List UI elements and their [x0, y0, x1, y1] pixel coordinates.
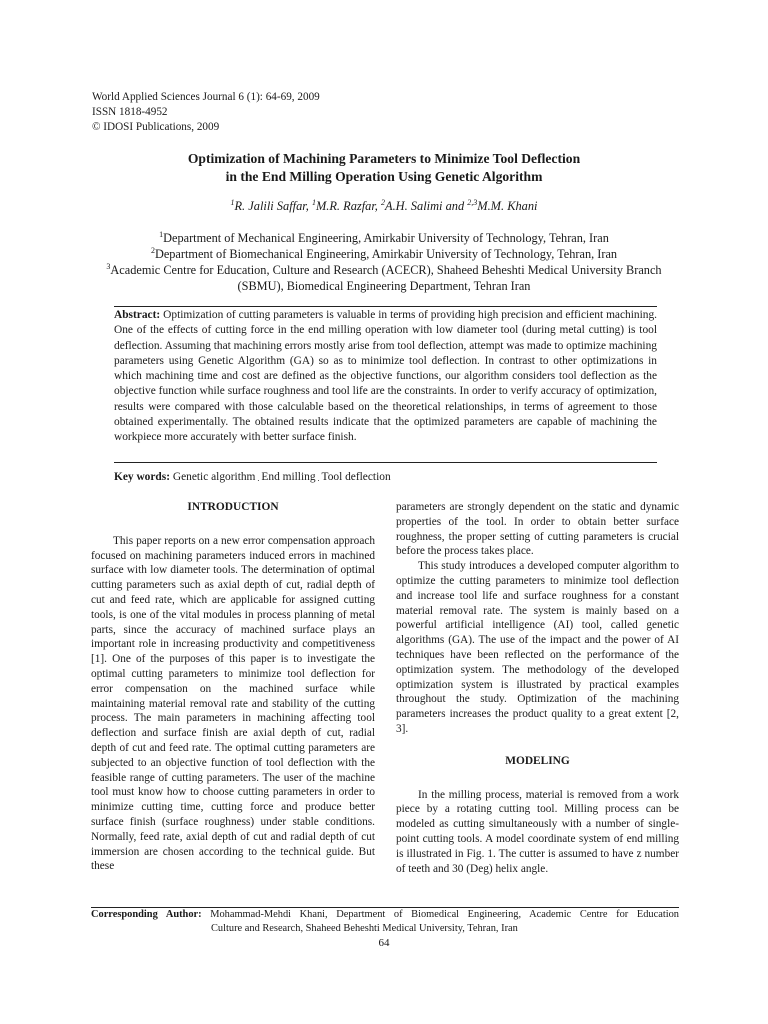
introduction-paragraph-2: parameters are strongly dependent on the static and dynamic properties of the tool. In order to obtain better surface roughness, the proper setting of cutting parameters is crucial before the process takes place.	[396, 501, 679, 558]
author-list	[60, 198, 708, 214]
abstract-text: Optimization of cutting parameters is valuable in terms of providing high precision and efficient machining. One of the effects of cutting force in the end milling operation with low diameter tool (during metal cutting) is tool deflection. Assuming that machining errors mostly arise from tool deflection, attempt was made to optimize machining parameters using Genetic Algorithm (GA) so as to minimize tool deflection. In contrast to other optimizations in which machining time and cost are defined as the objective functions, our algorithm considers tool deflection as the objective function while surface roughness and tool life are the constraints. In order to verify accuracy of optimization, results were compared with those calculable based on the theoretical relationships, in terms of agreement to those obtained experimentally. The obtained results indicate that the optimized parameters are capable of machining the workpiece more accurately with better surface finish.	[114, 309, 657, 444]
affiliation-3	[92, 262, 676, 294]
title-line-1: Optimization of Machining Parameters to Minimize Tool Deflection	[187, 151, 581, 166]
author-sup: 1	[230, 197, 235, 207]
copyright: © IDOSI Publications, 2009	[92, 121, 220, 133]
affiliation-text: Academic Centre for Education, Culture and Research (ACECR), Shaheed Beheshti Medical University Branch (SBMU), Biomedical Engineering Department, Tehran Iran	[110, 263, 662, 293]
issn: ISSN 1818-4952	[92, 106, 168, 118]
author-sup: 2	[381, 197, 385, 207]
keyword: Genetic algorithm	[172, 471, 256, 483]
affiliation-text: Department of Biomechanical Engineering, Amirkabir University of Technology, Tehran, Iran	[154, 247, 618, 261]
corresponding-line-2: Culture and Research, Shaheed Beheshti Medical University, Tehran, Iran	[211, 922, 518, 934]
journal-header	[92, 90, 320, 135]
corresponding-author	[91, 908, 679, 935]
author-name: M.M. Khani	[477, 199, 538, 213]
modeling-paragraph-1: In the milling process, material is removed from a work piece by a rotating cutting tool. Milling process can be modeled as cutting simultaneously with a number of single-point cutting tools. A model coordinate system of end milling is illustrated in Fig. 1. The cutter is assumed to have z number of teeth and 30 (Deg) helix angle.	[396, 788, 679, 875]
author-name: R. Jalili Saffar,	[234, 199, 312, 213]
affiliation-text: Department of Mechanical Engineering, Amirkabir University of Technology, Tehran, Iran	[163, 231, 609, 245]
keywords	[114, 470, 657, 486]
affiliation-sup: 1	[159, 229, 164, 239]
title-line-2: in the End Milling Operation Using Genetic Algorithm	[225, 169, 543, 184]
section-heading-modeling: MODELING	[505, 754, 570, 767]
right-column	[396, 500, 679, 876]
keyword: End milling	[261, 471, 316, 483]
corresponding-label: Corresponding Author:	[91, 909, 202, 920]
page-number: 64	[378, 937, 390, 949]
abstract-bottom-rule	[114, 462, 657, 463]
keyword-separator: .	[317, 474, 320, 483]
affiliation-2	[92, 246, 676, 262]
author-name: M.R. Razfar,	[315, 199, 381, 213]
abstract	[114, 308, 657, 446]
abstract-top-rule	[114, 306, 657, 307]
abstract-label: Abstract:	[114, 309, 161, 321]
introduction-paragraph-3: This study introduces a developed computer algorithm to optimize the cutting parameters to minimize tool deflection and increase tool life and surface roughness for a constant material removal rate. The system is mainly based on a powerful artificial intelligence (AI) tool, called genetic algorithms (GA). The use of the impact and the power of AI techniques have been reflected on the performance of the optimization system. The methodology of the developed optimization system is illustrated by practical examples throughout the study. Optimization of the machining parameters increases the product quality to a great extent [2, 3].	[396, 560, 679, 735]
left-column	[91, 500, 375, 874]
keyword-separator: .	[257, 474, 260, 483]
introduction-paragraph-1: This paper reports on a new error compensation approach focused on machining parameters induced errors in machined surface with low diameter tools. The determination of optimal cutting parameters such as axial depth of cut, radial depth of cut and feed rate, which are applicable for assigned cutting tools, is one of the vital modules in process planning of metal parts, since the accuracy of machined surface plays an important role in increasing productivity and competitiveness [1]. One of the purposes of this paper is to investigate the optimal cutting parameters to minimize tool deflection for error compensation on the machined surface while maintaining material removal rate and stability of the cutting process. The main parameters in machining affecting tool deflection and surface finish are axial depth of cut, radial depth of cut and feed rate. The optimal cutting parameters are subjected to an objective function of tool deflection with the feasible range of cutting parameters. The user of the machine tool must know how to choose cutting parameters in order to minimize cutting time, cutting force and produce better surface finish (surface roughness) under stable conditions. Normally, feed rate, axial depth of cut and radial depth of cut immersion are chosen according to the technical guide. But these	[91, 534, 375, 873]
affiliation-sup: 3	[106, 261, 111, 271]
author-name: A.H. Salimi and	[385, 199, 468, 213]
author-sup: 1	[311, 197, 316, 207]
author-sup: 2,3	[467, 197, 478, 207]
affiliation-list	[92, 230, 676, 294]
affiliation-1	[92, 230, 676, 246]
journal-citation: World Applied Sciences Journal 6 (1): 64-69, 2009	[92, 91, 320, 103]
paper-title	[60, 150, 708, 186]
corresponding-line-1	[91, 908, 679, 922]
corresponding-text-1: Mohammad-Mehdi Khani, Department of Biomedical Engineering, Academic Centre for Education	[210, 909, 679, 920]
affiliation-sup: 2	[150, 245, 155, 255]
keyword: Tool deflection	[321, 471, 391, 483]
section-heading-introduction: INTRODUCTION	[187, 501, 279, 513]
keywords-label: Key words:	[114, 471, 170, 483]
